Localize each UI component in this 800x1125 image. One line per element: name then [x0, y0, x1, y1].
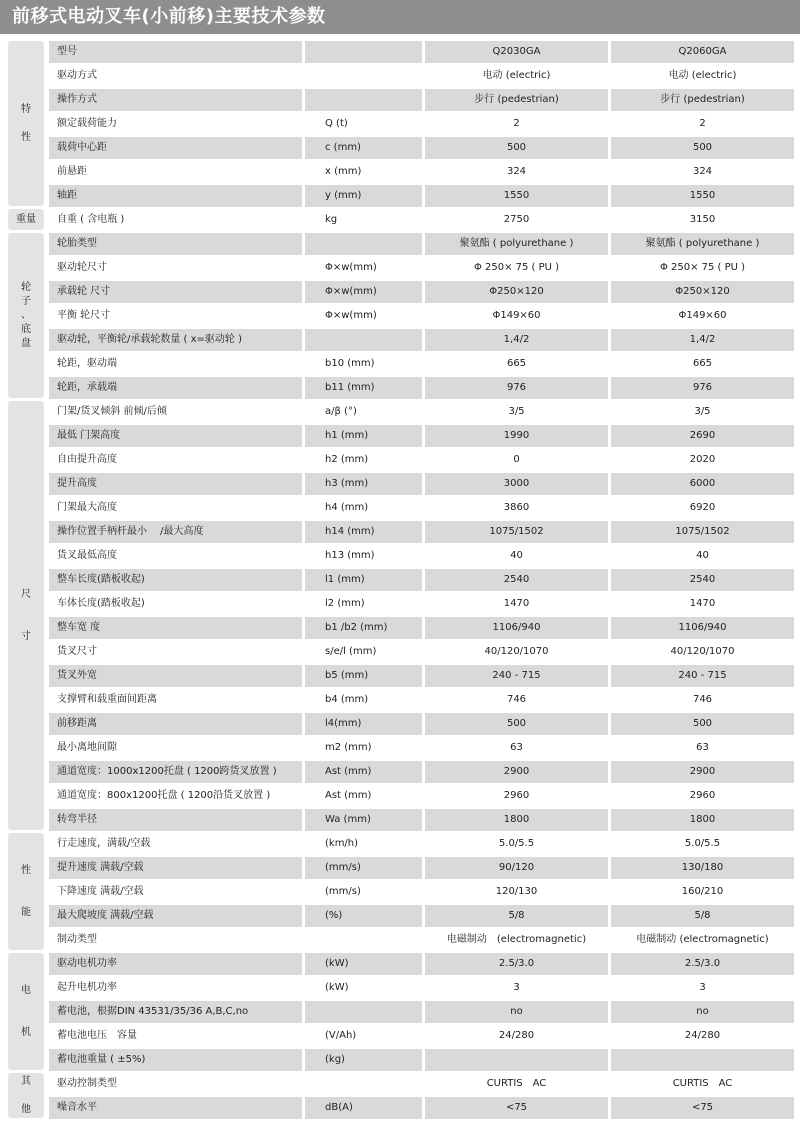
unit-cell: Wa (mm) — [305, 809, 422, 831]
model2-value-cell: 665 — [611, 353, 794, 375]
unit-cell: b1 /b2 (mm) — [305, 617, 422, 639]
model1-value-cell: 40/120/1070 — [425, 641, 608, 663]
table-row — [49, 977, 794, 999]
model1-value-cell: 2540 — [425, 569, 608, 591]
unit-cell: kg — [305, 209, 422, 231]
unit-cell: b10 (mm) — [305, 353, 422, 375]
param-name-cell: 载荷中心距 — [49, 137, 302, 159]
table-row — [49, 1001, 794, 1023]
model2-value-cell: 2900 — [611, 761, 794, 783]
table-row — [49, 833, 794, 855]
model2-value-cell: 1,4/2 — [611, 329, 794, 351]
unit-cell: h1 (mm) — [305, 425, 422, 447]
table-row — [49, 689, 794, 711]
unit-cell: (kW) — [305, 953, 422, 975]
unit-cell: (mm/s) — [305, 857, 422, 879]
model1-value-cell: 240 - 715 — [425, 665, 608, 687]
group-motor — [8, 953, 44, 1070]
table-row — [49, 137, 794, 159]
model2-value-cell: 500 — [611, 137, 794, 159]
model2-value-cell: 6000 — [611, 473, 794, 495]
unit-cell: x (mm) — [305, 161, 422, 183]
model2-value-cell: Φ250×120 — [611, 281, 794, 303]
model2-value-cell: 1470 — [611, 593, 794, 615]
model2-value-cell: 40/120/1070 — [611, 641, 794, 663]
table-row — [49, 473, 794, 495]
table-row — [49, 1073, 794, 1095]
group-wheels-chassis — [8, 233, 44, 398]
group-dimensions — [8, 401, 44, 830]
table-row — [49, 857, 794, 879]
model2-value-cell: Φ 250× 75 ( PU ) — [611, 257, 794, 279]
model2-value-cell: 5.0/5.5 — [611, 833, 794, 855]
model1-value-cell: 665 — [425, 353, 608, 375]
param-name-cell: 起升电机功率 — [49, 977, 302, 999]
table-row — [49, 1025, 794, 1047]
group-label: 电 机 — [21, 984, 31, 1038]
model1-value-cell: 1106/940 — [425, 617, 608, 639]
param-name-cell: 驱动控制类型 — [49, 1073, 302, 1095]
model1-value-cell: 324 — [425, 161, 608, 183]
param-name-cell: 前悬距 — [49, 161, 302, 183]
model2-value-cell: 1800 — [611, 809, 794, 831]
unit-cell: b4 (mm) — [305, 689, 422, 711]
model1-value-cell: 746 — [425, 689, 608, 711]
model2-value-cell: 24/280 — [611, 1025, 794, 1047]
unit-cell: Q (t) — [305, 113, 422, 135]
model1-value-cell: 2900 — [425, 761, 608, 783]
model1-value-cell: 3860 — [425, 497, 608, 519]
unit-cell: h2 (mm) — [305, 449, 422, 471]
table-row — [49, 65, 794, 87]
table-row — [49, 1049, 794, 1071]
model2-value-cell: 40 — [611, 545, 794, 567]
param-name-cell: 额定载荷能力 — [49, 113, 302, 135]
unit-cell: b5 (mm) — [305, 665, 422, 687]
unit-cell: dB(A) — [305, 1097, 422, 1119]
unit-cell — [305, 929, 422, 951]
param-name-cell: 自由提升高度 — [49, 449, 302, 471]
unit-cell: (%) — [305, 905, 422, 927]
unit-cell: h3 (mm) — [305, 473, 422, 495]
table-row — [49, 545, 794, 567]
table-row — [49, 377, 794, 399]
model1-value-cell: 40 — [425, 545, 608, 567]
page-header — [0, 0, 800, 34]
model2-value-cell: 2690 — [611, 425, 794, 447]
group-label: 尺 寸 — [21, 588, 31, 642]
group-label: 特 性 — [21, 103, 31, 143]
model1-value-cell: 63 — [425, 737, 608, 759]
param-name-cell: 轮距，承载端 — [49, 377, 302, 399]
unit-cell: Ast (mm) — [305, 785, 422, 807]
model2-value-cell: 1106/940 — [611, 617, 794, 639]
param-name-cell: 提升速度 满载/空载 — [49, 857, 302, 879]
table-row — [49, 665, 794, 687]
model1-value-cell: 1470 — [425, 593, 608, 615]
param-name-cell: 通道宽度：800x1200托盘 ( 1200沿货叉放置 ) — [49, 785, 302, 807]
model1-value-cell: <75 — [425, 1097, 608, 1119]
unit-cell — [305, 1073, 422, 1095]
model2-value-cell: 3 — [611, 977, 794, 999]
model1-value-cell: 3000 — [425, 473, 608, 495]
table-row — [49, 593, 794, 615]
param-name-cell: 制动类型 — [49, 929, 302, 951]
table-row — [49, 809, 794, 831]
unit-cell: y (mm) — [305, 185, 422, 207]
model2-value-cell: 130/180 — [611, 857, 794, 879]
model1-value-cell: Φ149×60 — [425, 305, 608, 327]
param-name-cell: 整车宽 度 — [49, 617, 302, 639]
model1-value-cell: 5/8 — [425, 905, 608, 927]
unit-cell: Ast (mm) — [305, 761, 422, 783]
param-name-cell: 蓄电池电压 容量 — [49, 1025, 302, 1047]
model1-value-cell: 3/5 — [425, 401, 608, 423]
param-name-cell: 驱动轮，平衡轮/承载轮数量 ( x=驱动轮 ) — [49, 329, 302, 351]
unit-cell — [305, 233, 422, 255]
unit-cell: m2 (mm) — [305, 737, 422, 759]
model1-value-cell: 90/120 — [425, 857, 608, 879]
group-other — [8, 1073, 44, 1118]
model1-value-cell: 2750 — [425, 209, 608, 231]
model1-value-cell: 电动 (electric) — [425, 65, 608, 87]
model2-value-cell: no — [611, 1001, 794, 1023]
table-row — [49, 425, 794, 447]
unit-cell: h13 (mm) — [305, 545, 422, 567]
model2-value-cell: 聚氨酯 ( polyurethane ) — [611, 233, 794, 255]
param-name-cell: 货叉最低高度 — [49, 545, 302, 567]
model1-value-cell: 5.0/5.5 — [425, 833, 608, 855]
unit-cell: (mm/s) — [305, 881, 422, 903]
table-row — [49, 521, 794, 543]
model2-value-cell: 63 — [611, 737, 794, 759]
param-name-cell: 门架/货叉倾斜 前倾/后倾 — [49, 401, 302, 423]
unit-cell: b11 (mm) — [305, 377, 422, 399]
param-name-cell: 平衡 轮尺寸 — [49, 305, 302, 327]
group-weight — [8, 209, 44, 230]
model1-value-cell: 2960 — [425, 785, 608, 807]
table-row — [49, 761, 794, 783]
param-name-cell: 操作位置手柄杆最小 /最大高度 — [49, 521, 302, 543]
param-name-cell: 货叉尺寸 — [49, 641, 302, 663]
model1-value-cell: 电磁制动 (electromagnetic) — [425, 929, 608, 951]
model2-value-cell: 电磁制动 (electromagnetic) — [611, 929, 794, 951]
model2-value-cell: 2960 — [611, 785, 794, 807]
model2-value-cell: 3150 — [611, 209, 794, 231]
model2-value-cell: 160/210 — [611, 881, 794, 903]
model1-value-cell: 0 — [425, 449, 608, 471]
model1-value-cell: no — [425, 1001, 608, 1023]
table-row — [49, 1097, 794, 1119]
model2-value-cell: Φ149×60 — [611, 305, 794, 327]
param-name-cell: 蓄电池，根据DIN 43531/35/36 A,B,C,no — [49, 1001, 302, 1023]
model1-value-cell: Q2030GA — [425, 41, 608, 63]
model1-value-cell: Φ250×120 — [425, 281, 608, 303]
model2-value-cell: 6920 — [611, 497, 794, 519]
unit-cell: h14 (mm) — [305, 521, 422, 543]
table-row — [49, 569, 794, 591]
model2-value-cell: 2 — [611, 113, 794, 135]
model2-value-cell: 步行 (pedestrian) — [611, 89, 794, 111]
table-row — [49, 953, 794, 975]
model1-value-cell: 步行 (pedestrian) — [425, 89, 608, 111]
table-row — [49, 353, 794, 375]
model1-value-cell: 976 — [425, 377, 608, 399]
table-row — [49, 185, 794, 207]
model2-value-cell: 5/8 — [611, 905, 794, 927]
model1-value-cell: 500 — [425, 713, 608, 735]
param-name-cell: 蓄电池重量 ( ±5%) — [49, 1049, 302, 1071]
model1-value-cell: Φ 250× 75 ( PU ) — [425, 257, 608, 279]
group-features — [8, 41, 44, 206]
table-row — [49, 929, 794, 951]
table-row — [49, 401, 794, 423]
param-name-cell: 整车长度(踏板收起) — [49, 569, 302, 591]
table-row — [49, 305, 794, 327]
param-name-cell: 驱动轮尺寸 — [49, 257, 302, 279]
unit-cell: (kg) — [305, 1049, 422, 1071]
table-row — [49, 113, 794, 135]
model1-value-cell: 3 — [425, 977, 608, 999]
unit-cell — [305, 89, 422, 111]
model2-value-cell: 1550 — [611, 185, 794, 207]
param-name-cell: 行走速度，满载/空载 — [49, 833, 302, 855]
model1-value-cell: 24/280 — [425, 1025, 608, 1047]
group-performance — [8, 833, 44, 950]
unit-cell: l1 (mm) — [305, 569, 422, 591]
table-row — [49, 209, 794, 231]
table-row — [49, 89, 794, 111]
param-name-cell: 驱动电机功率 — [49, 953, 302, 975]
table-row — [49, 449, 794, 471]
model1-value-cell: 1075/1502 — [425, 521, 608, 543]
table-row — [49, 905, 794, 927]
unit-cell: c (mm) — [305, 137, 422, 159]
model2-value-cell: CURTIS AC — [611, 1073, 794, 1095]
table-row — [49, 329, 794, 351]
unit-cell: l2 (mm) — [305, 593, 422, 615]
param-name-cell: 门架最大高度 — [49, 497, 302, 519]
page-title: 前移式电动叉车(小前移)主要技术参数 — [12, 6, 326, 27]
param-name-cell: 最小离地间隙 — [49, 737, 302, 759]
param-name-cell: 轮胎类型 — [49, 233, 302, 255]
param-name-cell: 下降速度 满载/空载 — [49, 881, 302, 903]
param-name-cell: 支撑臂和载重面间距离 — [49, 689, 302, 711]
param-name-cell: 操作方式 — [49, 89, 302, 111]
model1-value-cell: CURTIS AC — [425, 1073, 608, 1095]
model2-value-cell: 2.5/3.0 — [611, 953, 794, 975]
model1-value-cell: 2.5/3.0 — [425, 953, 608, 975]
unit-cell: (V/Ah) — [305, 1025, 422, 1047]
param-name-cell: 提升高度 — [49, 473, 302, 495]
unit-cell: Φ×w(mm) — [305, 281, 422, 303]
unit-cell: (km/h) — [305, 833, 422, 855]
unit-cell: Φ×w(mm) — [305, 305, 422, 327]
model1-value-cell: 500 — [425, 137, 608, 159]
table-row — [49, 41, 794, 63]
param-name-cell: 最低 门架高度 — [49, 425, 302, 447]
model2-value-cell: 240 - 715 — [611, 665, 794, 687]
unit-cell — [305, 65, 422, 87]
model2-value-cell: 976 — [611, 377, 794, 399]
param-name-cell: 自重 ( 含电瓶 ) — [49, 209, 302, 231]
group-label: 性 能 — [21, 864, 31, 918]
model1-value-cell: 1,4/2 — [425, 329, 608, 351]
table-row — [49, 881, 794, 903]
param-name-cell: 轴距 — [49, 185, 302, 207]
table-row — [49, 161, 794, 183]
unit-cell — [305, 329, 422, 351]
param-name-cell: 通道宽度：1000x1200托盘 ( 1200跨货叉放置 ) — [49, 761, 302, 783]
table-row — [49, 617, 794, 639]
model1-value-cell: 2 — [425, 113, 608, 135]
param-name-cell: 转弯半径 — [49, 809, 302, 831]
table-row — [49, 737, 794, 759]
param-name-cell: 前移距离 — [49, 713, 302, 735]
model1-value-cell: 1550 — [425, 185, 608, 207]
unit-cell: (kW) — [305, 977, 422, 999]
param-name-cell: 噪音水平 — [49, 1097, 302, 1119]
model2-value-cell: 324 — [611, 161, 794, 183]
model2-value-cell: 746 — [611, 689, 794, 711]
model1-value-cell: 1990 — [425, 425, 608, 447]
unit-cell: a/β (°) — [305, 401, 422, 423]
param-name-cell: 车体长度(踏板收起) — [49, 593, 302, 615]
model2-value-cell — [611, 1049, 794, 1071]
unit-cell: s/e/l (mm) — [305, 641, 422, 663]
param-name-cell: 承载轮 尺寸 — [49, 281, 302, 303]
model1-value-cell — [425, 1049, 608, 1071]
param-name-cell: 轮距，驱动端 — [49, 353, 302, 375]
model2-value-cell: 1075/1502 — [611, 521, 794, 543]
table-row — [49, 257, 794, 279]
model2-value-cell: Q2060GA — [611, 41, 794, 63]
model1-value-cell: 聚氨酯 ( polyurethane ) — [425, 233, 608, 255]
table-row — [49, 233, 794, 255]
unit-cell — [305, 41, 422, 63]
param-name-cell: 货叉外宽 — [49, 665, 302, 687]
group-label: 其 他 — [21, 1075, 31, 1115]
table-row — [49, 281, 794, 303]
unit-cell — [305, 1001, 422, 1023]
table-row — [49, 713, 794, 735]
param-name-cell: 最大爬坡度 满载/空载 — [49, 905, 302, 927]
unit-cell: Φ×w(mm) — [305, 257, 422, 279]
model2-value-cell: 2020 — [611, 449, 794, 471]
model1-value-cell: 1800 — [425, 809, 608, 831]
model1-value-cell: 120/130 — [425, 881, 608, 903]
model2-value-cell: 3/5 — [611, 401, 794, 423]
param-name-cell: 型号 — [49, 41, 302, 63]
unit-cell: l4(mm) — [305, 713, 422, 735]
table-row — [49, 785, 794, 807]
table-row — [49, 497, 794, 519]
param-name-cell: 驱动方式 — [49, 65, 302, 87]
model2-value-cell: 500 — [611, 713, 794, 735]
group-label: 轮 子 、 底 盘 — [21, 281, 31, 349]
unit-cell: h4 (mm) — [305, 497, 422, 519]
model2-value-cell: <75 — [611, 1097, 794, 1119]
model2-value-cell: 2540 — [611, 569, 794, 591]
table-row — [49, 641, 794, 663]
group-label: 重量 — [16, 213, 36, 225]
model2-value-cell: 电动 (electric) — [611, 65, 794, 87]
